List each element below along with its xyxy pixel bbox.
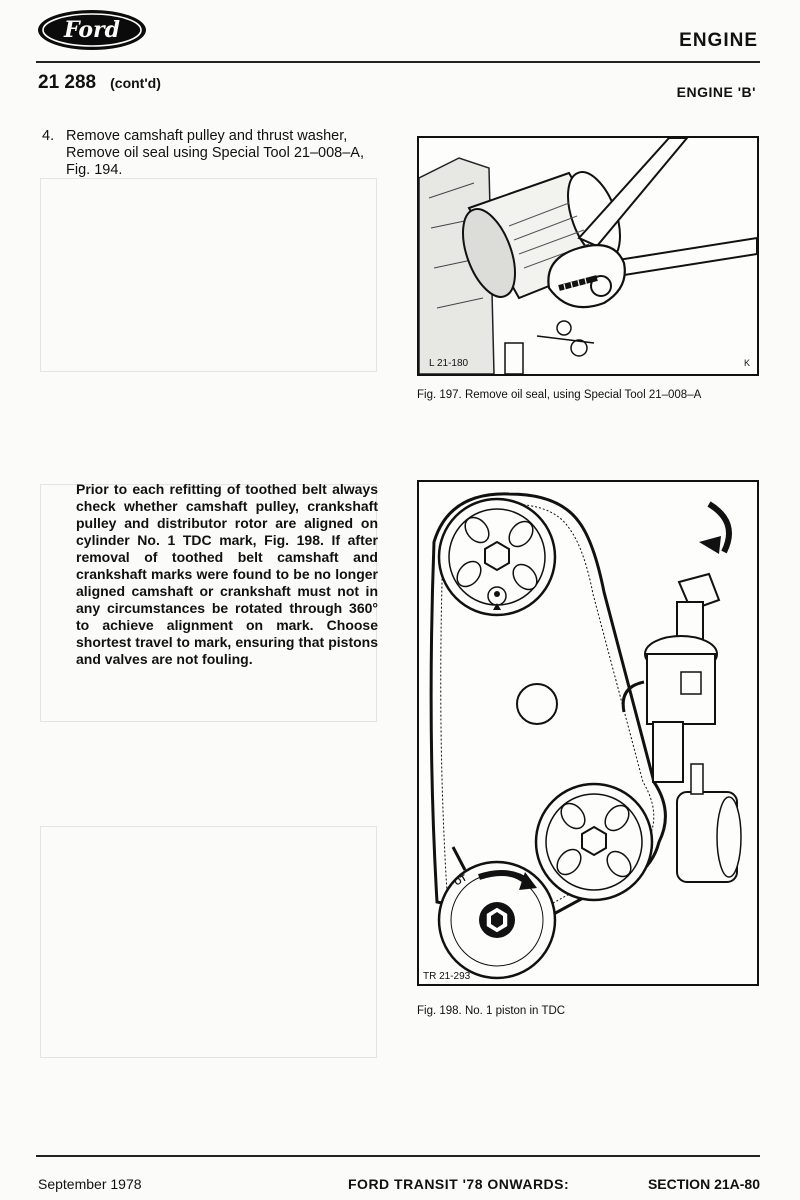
bleed-through-figure [40, 178, 377, 372]
intermediate-pulley [536, 784, 652, 900]
crankshaft-pulley [439, 847, 555, 978]
step-number: 4. [42, 128, 55, 144]
figure-198-code: TR 21-293 [423, 971, 471, 982]
step-text: Remove camshaft pulley and thrust washer, Remove oil seal using Special Tool 21–008–A, Fig. 194. [66, 128, 364, 178]
section-title: ENGINE [679, 30, 758, 51]
oil-seal-removal-illustration [419, 138, 757, 374]
figure-198-caption: Fig. 198. No. 1 piston in TDC [417, 1005, 566, 1017]
header-rule [36, 61, 760, 63]
footer-date: September 1978 [38, 1176, 142, 1192]
timing-belt-illustration [419, 482, 757, 984]
page-code-number: 21 288 [38, 72, 97, 93]
bleed-through-figure [40, 826, 377, 1058]
footer-rule [36, 1155, 760, 1157]
ford-logo-text: Ford [63, 17, 121, 43]
figure-197 [417, 136, 759, 376]
svg-text:OT: OT [452, 872, 469, 888]
figure-198 [417, 480, 759, 986]
footer-title: FORD TRANSIT '78 ONWARDS: [348, 1176, 570, 1192]
figure-197-code: L 21-180 [429, 358, 469, 369]
figure-197-corner-mark: K [744, 358, 751, 368]
page-code-suffix: (cont'd) [110, 75, 161, 91]
figure-197-caption: Fig. 197. Remove oil seal, using Special Tool 21–008–A [417, 389, 702, 401]
alignment-warning: Prior to each refitting of toothed belt always check whether camshaft pulley, crankshaft pulley and distributor rotor are aligned on cylinder No. 1 TDC mark, Fig. 198. If after removal of toothed belt camshaft and crankshaft marks were found to be no longer aligned camshaft or crankshaft must not in any circumstances be rotated through 360° to achieve alignment on mark. Choose shortest travel to mark, ensuring that pistons and valves are not fouling. [76, 481, 378, 667]
camshaft-pulley [439, 499, 555, 615]
footer-section: SECTION 21A-80 [647, 1176, 760, 1192]
page-code [38, 72, 161, 94]
distributor [623, 504, 729, 782]
ford-logo [36, 8, 148, 52]
subsection-title: ENGINE 'B' [676, 84, 756, 100]
